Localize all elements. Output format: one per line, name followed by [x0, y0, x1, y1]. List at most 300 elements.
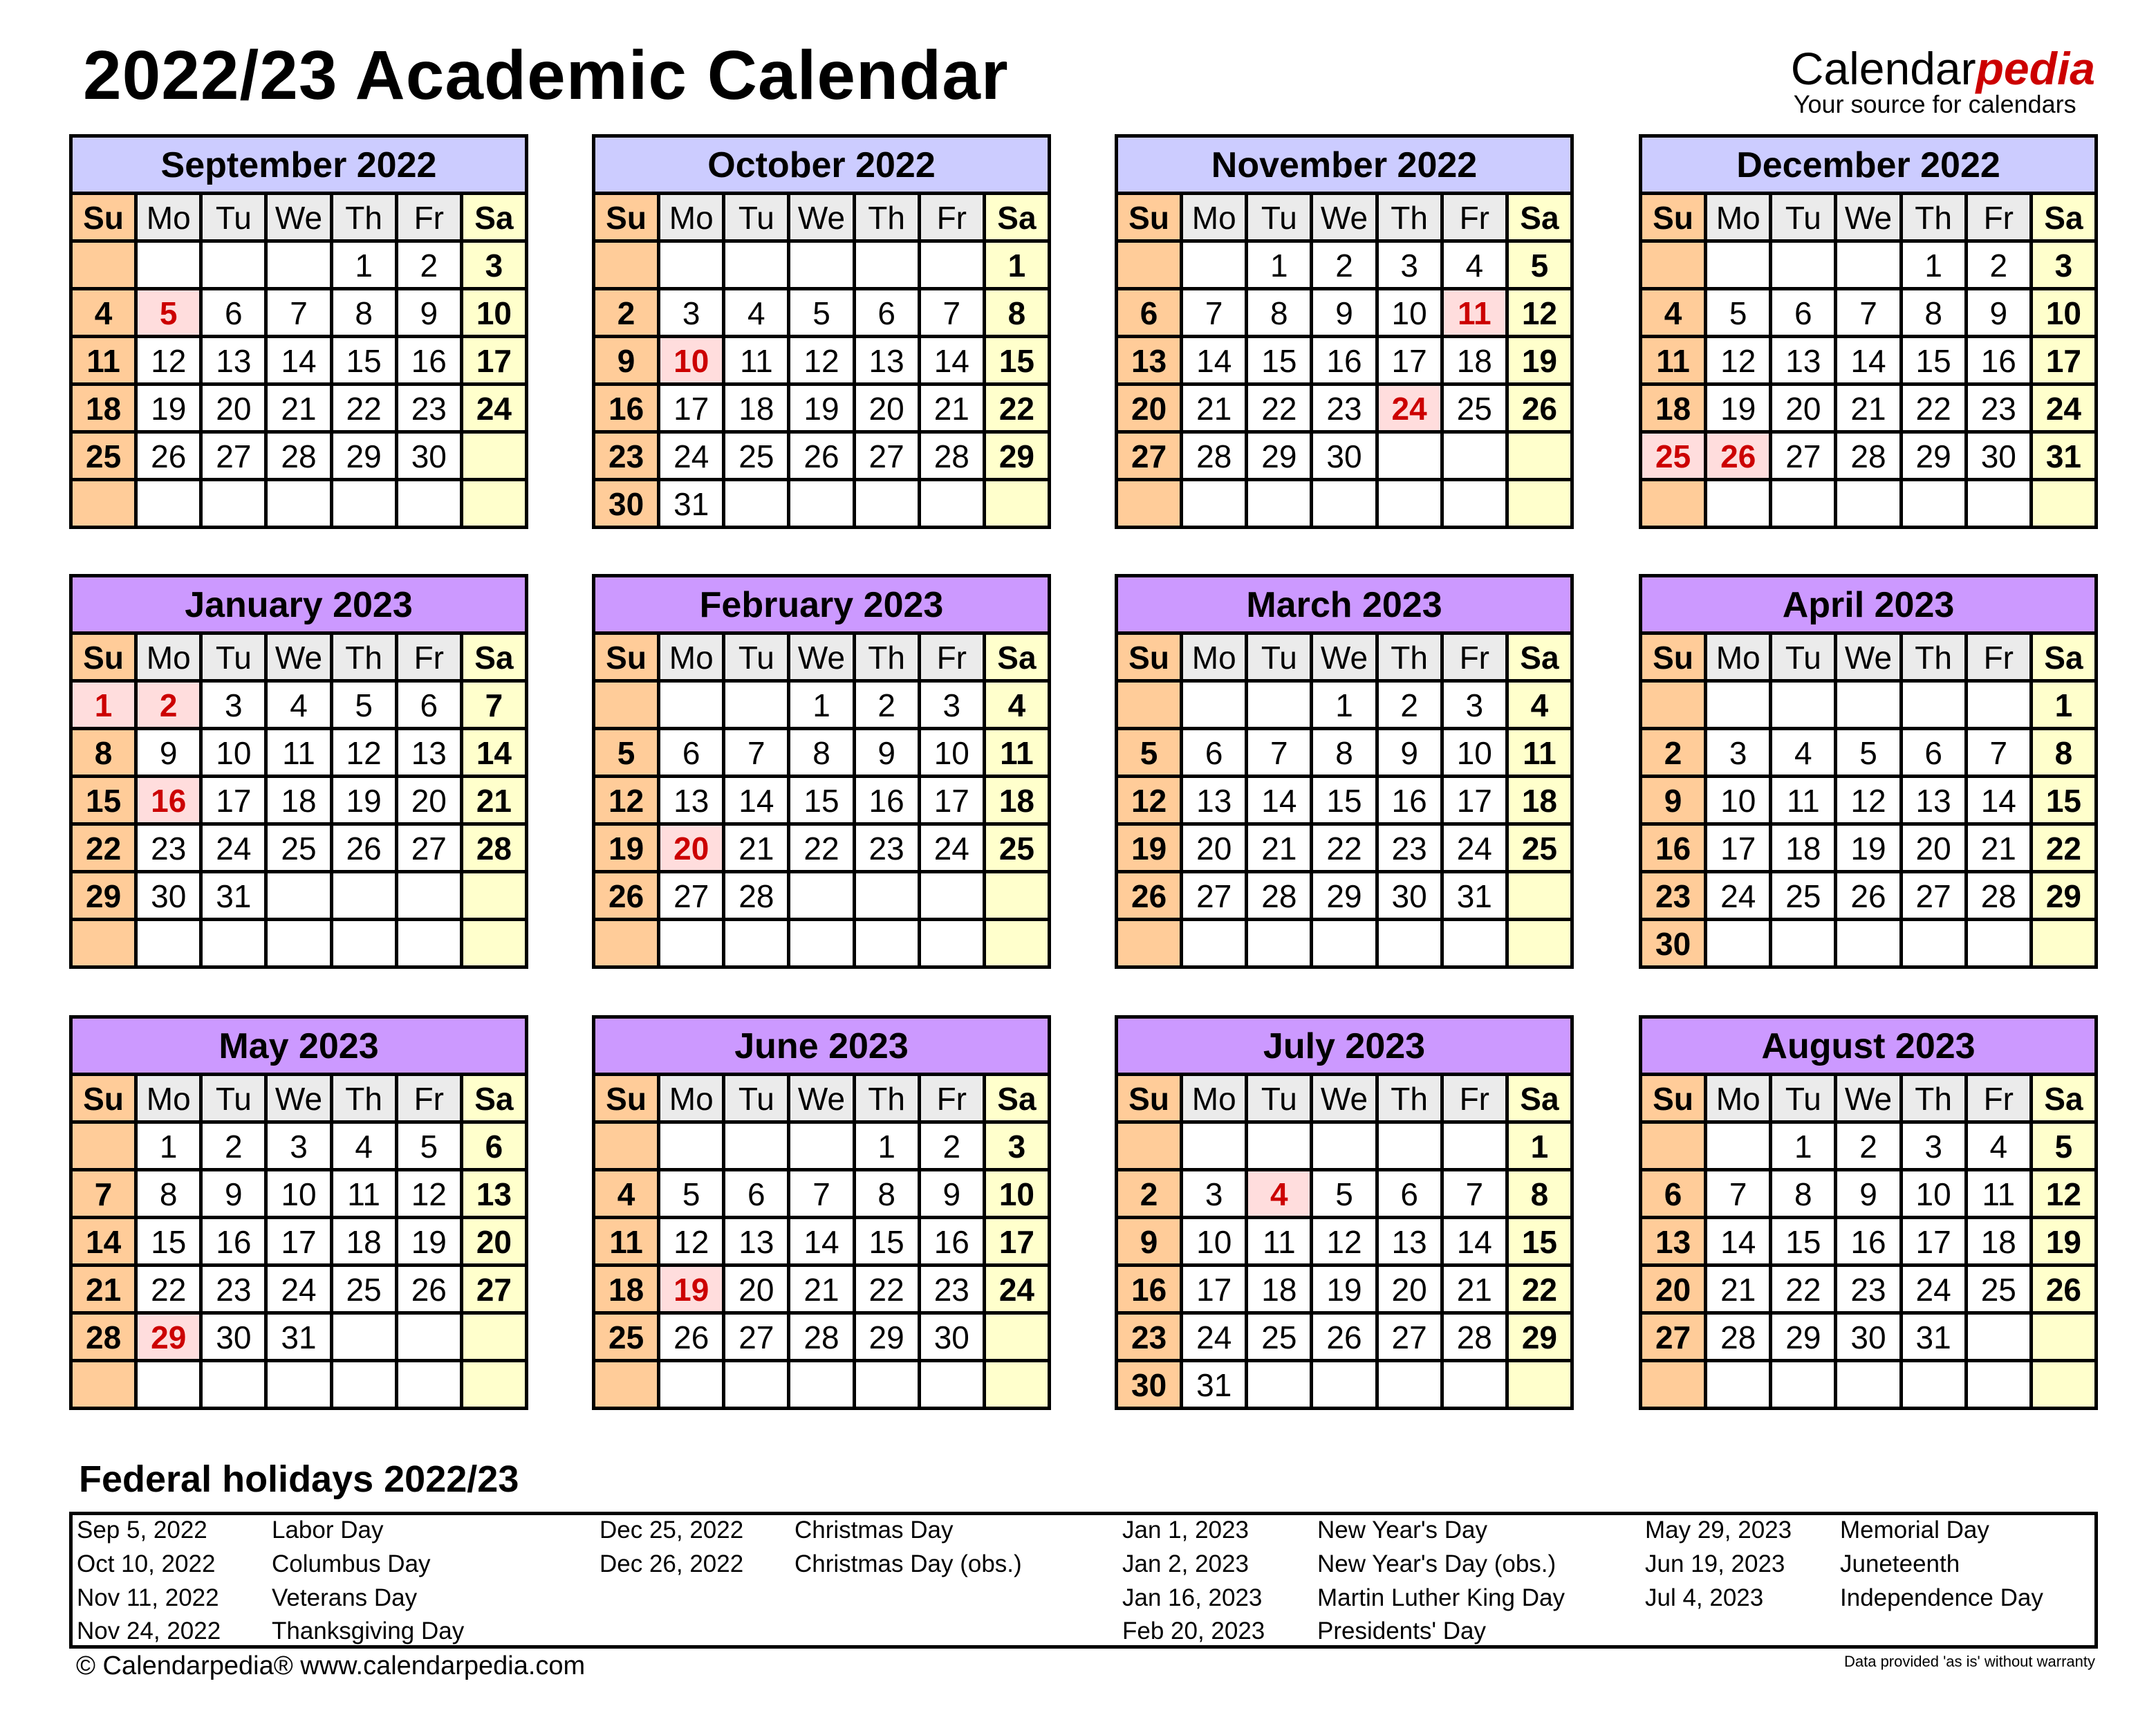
holiday-day-cell: 10	[660, 338, 722, 382]
holiday-name: Martin Luther King Day	[1317, 1584, 1565, 1611]
day-cell: 18	[1772, 826, 1834, 870]
day-cell: 25	[268, 826, 329, 870]
day-cell: 10	[1444, 730, 1505, 775]
day-cell: 17	[986, 1219, 1048, 1263]
empty-cell	[986, 481, 1048, 526]
logo-tagline: Your source for calendars	[1793, 90, 2076, 118]
day-grid	[73, 195, 525, 526]
day-cell: 20	[725, 1267, 787, 1311]
empty-cell	[333, 921, 395, 965]
day-cell: 13	[856, 338, 918, 382]
day-cell: 7	[73, 1171, 134, 1216]
day-cell: 23	[595, 434, 657, 478]
calendarpedia-logo	[1790, 43, 2095, 118]
day-cell: 28	[1183, 434, 1245, 478]
day-cell: 23	[398, 386, 460, 430]
month-calendar	[592, 1015, 1051, 1410]
weekday-header: Sa	[463, 1076, 525, 1120]
day-cell: 5	[595, 730, 657, 775]
day-cell: 8	[986, 290, 1048, 335]
holiday-day-cell: 26	[1707, 434, 1769, 478]
empty-cell	[1183, 921, 1245, 965]
day-cell: 30	[1642, 921, 1704, 965]
month-title: August 2023	[1642, 1019, 2094, 1076]
day-cell: 5	[1118, 730, 1180, 775]
day-cell: 26	[790, 434, 852, 478]
weekday-header: Tu	[1772, 195, 1834, 239]
day-grid	[595, 1076, 1048, 1407]
day-cell: 19	[398, 1219, 460, 1263]
day-cell: 15	[1248, 338, 1310, 382]
weekday-header: Sa	[2033, 195, 2094, 239]
weekday-header: Sa	[463, 195, 525, 239]
day-cell: 4	[73, 290, 134, 335]
holiday-date: Sep 5, 2022	[77, 1517, 207, 1544]
day-cell: 1	[1313, 683, 1375, 727]
day-cell: 4	[1444, 243, 1505, 287]
day-cell: 6	[1903, 730, 1964, 775]
day-cell: 13	[1379, 1219, 1440, 1263]
day-cell: 19	[790, 386, 852, 430]
empty-cell	[1968, 1315, 2029, 1359]
weekday-header: Fr	[398, 635, 460, 679]
day-cell: 22	[138, 1267, 199, 1311]
weekday-header: We	[268, 635, 329, 679]
day-cell: 9	[1379, 730, 1440, 775]
empty-cell	[660, 1362, 722, 1407]
day-cell: 29	[856, 1315, 918, 1359]
month-title: December 2022	[1642, 138, 2094, 195]
day-cell: 23	[1313, 386, 1375, 430]
day-cell: 19	[2033, 1219, 2094, 1263]
day-cell: 25	[725, 434, 787, 478]
empty-cell	[1444, 481, 1505, 526]
day-cell: 30	[1379, 873, 1440, 918]
empty-cell	[1509, 921, 1570, 965]
empty-cell	[2033, 1315, 2094, 1359]
weekday-header: We	[268, 195, 329, 239]
month-calendar	[1639, 574, 2098, 969]
day-cell: 11	[73, 338, 134, 382]
day-grid	[1118, 195, 1570, 526]
empty-cell	[138, 481, 199, 526]
day-cell: 25	[1444, 386, 1505, 430]
day-cell: 12	[1707, 338, 1769, 382]
day-cell: 16	[1379, 778, 1440, 822]
day-cell: 6	[463, 1124, 525, 1168]
day-grid	[595, 635, 1048, 965]
weekday-header: We	[790, 1076, 852, 1120]
day-cell: 16	[595, 386, 657, 430]
weekday-header: Fr	[1444, 1076, 1505, 1120]
day-cell: 31	[1444, 873, 1505, 918]
weekday-header: Th	[333, 635, 395, 679]
day-grid	[595, 195, 1048, 526]
empty-cell	[856, 243, 918, 287]
day-cell: 13	[1642, 1219, 1704, 1263]
weekday-header: Su	[73, 1076, 134, 1120]
day-cell: 9	[1968, 290, 2029, 335]
empty-cell	[1248, 683, 1310, 727]
day-cell: 18	[1248, 1267, 1310, 1311]
day-cell: 31	[203, 873, 264, 918]
day-cell: 16	[1118, 1267, 1180, 1311]
day-cell: 5	[1837, 730, 1899, 775]
empty-cell	[463, 873, 525, 918]
day-cell: 18	[725, 386, 787, 430]
day-cell: 9	[856, 730, 918, 775]
day-cell: 29	[2033, 873, 2094, 918]
day-cell: 23	[138, 826, 199, 870]
empty-cell	[2033, 921, 2094, 965]
day-grid	[1642, 195, 2094, 526]
weekday-header: Th	[856, 195, 918, 239]
month-title: February 2023	[595, 577, 1048, 635]
day-cell: 13	[1183, 778, 1245, 822]
day-cell: 14	[268, 338, 329, 382]
day-cell: 19	[1707, 386, 1769, 430]
empty-cell	[790, 1124, 852, 1168]
day-cell: 21	[1837, 386, 1899, 430]
day-cell: 27	[398, 826, 460, 870]
month-calendar	[69, 134, 528, 529]
month-title: November 2022	[1118, 138, 1570, 195]
day-cell: 23	[856, 826, 918, 870]
weekday-header: Sa	[986, 635, 1048, 679]
empty-cell	[1968, 921, 2029, 965]
empty-cell	[1642, 243, 1704, 287]
day-cell: 22	[73, 826, 134, 870]
empty-cell	[463, 434, 525, 478]
day-cell: 13	[1903, 778, 1964, 822]
day-cell: 29	[73, 873, 134, 918]
day-cell: 10	[1379, 290, 1440, 335]
weekday-header: Mo	[138, 1076, 199, 1120]
empty-cell	[921, 873, 983, 918]
day-cell: 5	[398, 1124, 460, 1168]
day-cell: 25	[1772, 873, 1834, 918]
day-cell: 24	[463, 386, 525, 430]
day-cell: 24	[268, 1267, 329, 1311]
day-cell: 14	[1248, 778, 1310, 822]
month-title: June 2023	[595, 1019, 1048, 1076]
weekday-header: Mo	[660, 635, 722, 679]
empty-cell	[1707, 481, 1769, 526]
empty-cell	[73, 921, 134, 965]
day-cell: 8	[333, 290, 395, 335]
day-cell: 22	[1772, 1267, 1834, 1311]
day-cell: 21	[1183, 386, 1245, 430]
day-cell: 24	[1707, 873, 1769, 918]
empty-cell	[1837, 481, 1899, 526]
holiday-day-cell: 5	[138, 290, 199, 335]
day-cell: 9	[138, 730, 199, 775]
day-cell: 27	[1183, 873, 1245, 918]
day-cell: 4	[725, 290, 787, 335]
day-cell: 21	[1707, 1267, 1769, 1311]
day-cell: 4	[268, 683, 329, 727]
empty-cell	[1642, 1362, 1704, 1407]
day-cell: 19	[333, 778, 395, 822]
empty-cell	[986, 921, 1048, 965]
empty-cell	[725, 921, 787, 965]
copyright: © Calendarpedia® www.calendarpedia.com	[76, 1651, 586, 1680]
day-cell: 13	[398, 730, 460, 775]
day-cell: 18	[73, 386, 134, 430]
empty-cell	[398, 1315, 460, 1359]
day-cell: 28	[463, 826, 525, 870]
day-cell: 26	[398, 1267, 460, 1311]
empty-cell	[138, 1362, 199, 1407]
holiday-day-cell: 16	[138, 778, 199, 822]
day-cell: 5	[1313, 1171, 1375, 1216]
day-cell: 14	[1707, 1219, 1769, 1263]
day-cell: 6	[856, 290, 918, 335]
day-cell: 14	[1837, 338, 1899, 382]
day-cell: 14	[921, 338, 983, 382]
day-cell: 26	[1313, 1315, 1375, 1359]
empty-cell	[595, 1124, 657, 1168]
day-cell: 3	[268, 1124, 329, 1168]
empty-cell	[268, 873, 329, 918]
day-cell: 5	[790, 290, 852, 335]
day-cell: 3	[921, 683, 983, 727]
day-cell: 8	[2033, 730, 2094, 775]
day-cell: 11	[595, 1219, 657, 1263]
day-cell: 7	[268, 290, 329, 335]
day-cell: 27	[463, 1267, 525, 1311]
day-cell: 11	[1509, 730, 1570, 775]
day-cell: 24	[203, 826, 264, 870]
weekday-header: Mo	[660, 1076, 722, 1120]
holiday-date: Jan 2, 2023	[1122, 1550, 1249, 1577]
day-cell: 12	[398, 1171, 460, 1216]
empty-cell	[1903, 683, 1964, 727]
empty-cell	[73, 481, 134, 526]
weekday-header: Fr	[921, 1076, 983, 1120]
day-cell: 16	[398, 338, 460, 382]
day-cell: 2	[595, 290, 657, 335]
month-calendar	[1639, 1015, 2098, 1410]
weekday-header: Tu	[1248, 1076, 1310, 1120]
empty-cell	[1968, 683, 2029, 727]
empty-cell	[1642, 481, 1704, 526]
weekday-header: Sa	[1509, 635, 1570, 679]
weekday-header: We	[790, 635, 852, 679]
empty-cell	[1313, 921, 1375, 965]
day-cell: 30	[398, 434, 460, 478]
empty-cell	[856, 1362, 918, 1407]
weekday-header: We	[268, 1076, 329, 1120]
day-cell: 21	[921, 386, 983, 430]
day-cell: 20	[1118, 386, 1180, 430]
day-cell: 2	[856, 683, 918, 727]
day-cell: 22	[986, 386, 1048, 430]
day-cell: 15	[1903, 338, 1964, 382]
day-cell: 20	[1903, 826, 1964, 870]
weekday-header: Su	[1642, 195, 1704, 239]
day-cell: 12	[1837, 778, 1899, 822]
day-cell: 19	[1313, 1267, 1375, 1311]
day-cell: 10	[1183, 1219, 1245, 1263]
empty-cell	[725, 1362, 787, 1407]
day-cell: 22	[1313, 826, 1375, 870]
day-cell: 29	[1509, 1315, 1570, 1359]
empty-cell	[725, 481, 787, 526]
day-cell: 24	[2033, 386, 2094, 430]
empty-cell	[725, 243, 787, 287]
day-cell: 10	[921, 730, 983, 775]
day-cell: 28	[1444, 1315, 1505, 1359]
empty-cell	[203, 481, 264, 526]
day-cell: 24	[1183, 1315, 1245, 1359]
day-cell: 6	[203, 290, 264, 335]
day-cell: 17	[1379, 338, 1440, 382]
weekday-header: Mo	[1707, 635, 1769, 679]
day-cell: 20	[1183, 826, 1245, 870]
holiday-name: Labor Day	[272, 1517, 384, 1544]
day-cell: 31	[2033, 434, 2094, 478]
month-calendar	[1115, 574, 1574, 969]
holiday-day-cell: 1	[73, 683, 134, 727]
month-title: May 2023	[73, 1019, 525, 1076]
day-cell: 31	[1903, 1315, 1964, 1359]
empty-cell	[1248, 1362, 1310, 1407]
empty-cell	[790, 873, 852, 918]
empty-cell	[1379, 434, 1440, 478]
day-cell: 13	[725, 1219, 787, 1263]
day-cell: 11	[1248, 1219, 1310, 1263]
holiday-day-cell: 20	[660, 826, 722, 870]
empty-cell	[595, 921, 657, 965]
empty-cell	[595, 1362, 657, 1407]
day-cell: 16	[856, 778, 918, 822]
day-cell: 28	[790, 1315, 852, 1359]
day-cell: 23	[1837, 1267, 1899, 1311]
empty-cell	[1707, 921, 1769, 965]
day-cell: 23	[1642, 873, 1704, 918]
weekday-header: Mo	[1707, 1076, 1769, 1120]
day-cell: 16	[203, 1219, 264, 1263]
day-cell: 25	[333, 1267, 395, 1311]
day-cell: 24	[1444, 826, 1505, 870]
day-cell: 2	[1968, 243, 2029, 287]
day-cell: 15	[138, 1219, 199, 1263]
day-cell: 2	[1837, 1124, 1899, 1168]
day-cell: 12	[790, 338, 852, 382]
holidays-title: Federal holidays 2022/23	[79, 1458, 519, 1500]
day-cell: 2	[398, 243, 460, 287]
day-cell: 23	[1118, 1315, 1180, 1359]
empty-cell	[1313, 481, 1375, 526]
day-cell: 1	[2033, 683, 2094, 727]
day-cell: 14	[1444, 1219, 1505, 1263]
day-cell: 6	[725, 1171, 787, 1216]
weekday-header: Tu	[1772, 1076, 1834, 1120]
day-cell: 25	[1968, 1267, 2029, 1311]
day-cell: 17	[203, 778, 264, 822]
empty-cell	[268, 243, 329, 287]
weekday-header: Sa	[1509, 1076, 1570, 1120]
day-cell: 12	[660, 1219, 722, 1263]
day-cell: 17	[1183, 1267, 1245, 1311]
weekday-header: Mo	[1183, 1076, 1245, 1120]
day-cell: 12	[1313, 1219, 1375, 1263]
empty-cell	[921, 921, 983, 965]
day-cell: 27	[1903, 873, 1964, 918]
day-cell: 28	[725, 873, 787, 918]
day-cell: 18	[986, 778, 1048, 822]
weekday-header: Su	[73, 635, 134, 679]
day-cell: 21	[268, 386, 329, 430]
empty-cell	[660, 921, 722, 965]
day-cell: 12	[595, 778, 657, 822]
day-cell: 15	[986, 338, 1048, 382]
day-cell: 12	[1118, 778, 1180, 822]
month-calendar	[592, 574, 1051, 969]
weekday-header: Su	[595, 635, 657, 679]
day-cell: 15	[856, 1219, 918, 1263]
empty-cell	[268, 1362, 329, 1407]
holiday-day-cell: 24	[1379, 386, 1440, 430]
empty-cell	[1444, 921, 1505, 965]
day-cell: 30	[1968, 434, 2029, 478]
day-cell: 3	[1707, 730, 1769, 775]
day-cell: 12	[138, 338, 199, 382]
weekday-header: Tu	[1248, 195, 1310, 239]
day-grid	[1642, 635, 2094, 965]
day-cell: 25	[1248, 1315, 1310, 1359]
weekday-header: Fr	[1444, 635, 1505, 679]
empty-cell	[595, 243, 657, 287]
day-cell: 10	[1707, 778, 1769, 822]
day-cell: 30	[1118, 1362, 1180, 1407]
day-grid	[73, 635, 525, 965]
holiday-date: Nov 11, 2022	[77, 1584, 219, 1611]
empty-cell	[398, 1362, 460, 1407]
day-cell: 14	[73, 1219, 134, 1263]
day-cell: 31	[1183, 1362, 1245, 1407]
day-cell: 5	[2033, 1124, 2094, 1168]
weekday-header: Su	[1642, 635, 1704, 679]
day-cell: 22	[1903, 386, 1964, 430]
holiday-name: Columbus Day	[272, 1550, 431, 1577]
day-cell: 29	[1313, 873, 1375, 918]
day-cell: 7	[1707, 1171, 1769, 1216]
day-cell: 18	[595, 1267, 657, 1311]
weekday-header: Mo	[1183, 635, 1245, 679]
empty-cell	[1903, 1362, 1964, 1407]
day-cell: 20	[856, 386, 918, 430]
empty-cell	[463, 1315, 525, 1359]
weekday-header: Sa	[1509, 195, 1570, 239]
day-cell: 3	[1903, 1124, 1964, 1168]
day-cell: 11	[1968, 1171, 2029, 1216]
day-cell: 8	[73, 730, 134, 775]
day-cell: 14	[790, 1219, 852, 1263]
empty-cell	[1118, 921, 1180, 965]
day-cell: 13	[463, 1171, 525, 1216]
weekday-header: Su	[1118, 1076, 1180, 1120]
day-cell: 13	[1118, 338, 1180, 382]
holiday-name: Thanksgiving Day	[272, 1618, 465, 1644]
empty-cell	[138, 921, 199, 965]
day-cell: 1	[856, 1124, 918, 1168]
holiday-day-cell: 29	[138, 1315, 199, 1359]
day-cell: 27	[1772, 434, 1834, 478]
day-cell: 29	[986, 434, 1048, 478]
empty-cell	[1379, 921, 1440, 965]
